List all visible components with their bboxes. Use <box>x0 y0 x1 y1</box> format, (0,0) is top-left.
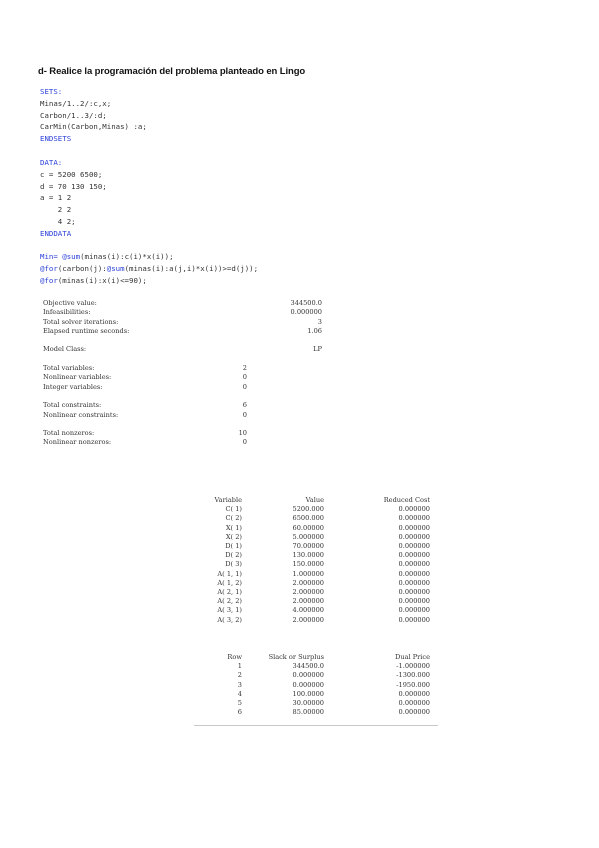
report-value: 0 <box>242 373 247 382</box>
table-cell: 0.000000 <box>398 514 430 523</box>
code-line: @for(carbon(j):@sum(minas(i):a(j,i)*x(i))>=d(j)); <box>40 263 259 273</box>
table-cell: D( 1) <box>225 542 242 551</box>
table-cell: 2.000000 <box>292 615 324 624</box>
table-cell: 0.000000 <box>398 523 430 532</box>
table-row <box>196 606 430 615</box>
table-cell: -1300.000 <box>396 671 430 680</box>
table-cell: 0.000000 <box>398 689 430 698</box>
report-label: Nonlinear variables: <box>43 373 112 382</box>
table-cell: 6 <box>237 708 242 717</box>
table-row <box>196 570 430 579</box>
table-cell: 70.00000 <box>292 542 324 551</box>
table-row <box>196 671 430 680</box>
table-row <box>196 597 430 606</box>
table-cell: 0.000000 <box>398 699 430 708</box>
table-cell: 0.000000 <box>398 505 430 514</box>
code-line: ENDSETS <box>40 134 72 144</box>
table-cell: 100.0000 <box>292 689 324 698</box>
report-label: Infeasibilities: <box>43 308 91 317</box>
code-line: Minas/1..2/:c,x; <box>40 98 112 108</box>
table-row <box>196 514 430 523</box>
column-header: Row <box>227 653 242 661</box>
code-line: DATA: <box>40 158 63 167</box>
table-cell: A( 1, 2) <box>217 578 242 587</box>
table-cell: A( 3, 1) <box>217 606 242 615</box>
table-row <box>196 708 430 717</box>
code-line: 2 2 <box>40 205 72 215</box>
table-cell: 0.000000 <box>398 588 430 597</box>
table-cell: 2 <box>237 671 242 680</box>
table-cell: -1.000000 <box>396 662 430 671</box>
table-cell: 0.000000 <box>398 542 430 551</box>
table-cell: -1950.000 <box>396 680 430 689</box>
report-label: Total variables: <box>43 364 95 373</box>
report-value: 344500.0 <box>290 299 322 307</box>
table-row <box>196 533 430 542</box>
report-value: 2 <box>242 364 247 373</box>
column-header: Variable <box>214 496 242 504</box>
table-cell: A( 2, 2) <box>217 597 242 606</box>
code-line: CarMin(Carbon,Minas) :a; <box>40 122 147 132</box>
table-row <box>196 699 430 708</box>
code-line: @for(minas(i):x(i)<=90); <box>40 275 147 285</box>
report-value: LP <box>313 345 322 354</box>
table-row <box>196 551 430 560</box>
table-cell: 2.000000 <box>292 588 324 597</box>
table-cell: D( 2) <box>225 551 242 560</box>
table-cell: 5 <box>237 699 242 708</box>
rows-table <box>196 653 430 717</box>
table-cell: 0.000000 <box>398 708 430 717</box>
table-cell: X( 1) <box>225 523 242 532</box>
table-cell: X( 2) <box>225 532 242 541</box>
table-row <box>196 681 430 690</box>
report-label: Nonlinear constraints: <box>43 410 119 419</box>
table-row <box>196 690 430 699</box>
report-value: 10 <box>238 429 247 438</box>
variables-header-row <box>196 496 430 505</box>
column-header: Slack or Surplus <box>268 653 324 661</box>
report-label: Nonlinear nonzeros: <box>43 438 112 447</box>
table-cell: D( 3) <box>225 560 242 569</box>
code-line: 4 2; <box>40 216 76 226</box>
rows-header-row <box>196 653 430 662</box>
report-value: 6 <box>242 401 247 410</box>
table-cell: 0.000000 <box>398 597 430 606</box>
table-cell: 4 <box>237 689 242 698</box>
code-line: Min= @sum(minas(i):c(i)*x(i)); <box>40 252 174 261</box>
column-header: Reduced Cost <box>383 496 430 504</box>
table-cell: A( 1, 1) <box>217 569 242 578</box>
table-cell: 2.000000 <box>292 578 324 587</box>
table-row <box>196 542 430 551</box>
code-model-block <box>40 251 258 286</box>
table-row <box>196 579 430 588</box>
table-cell: 5200.000 <box>292 505 324 514</box>
report-value: 0 <box>242 410 247 419</box>
table-cell: 0.000000 <box>398 551 430 560</box>
code-sets-block <box>40 86 147 145</box>
table-cell: C( 2) <box>225 514 242 523</box>
table-cell: 344500.0 <box>292 662 324 671</box>
table-cell: 130.0000 <box>292 551 324 560</box>
table-cell: 3 <box>237 680 242 689</box>
report-value: 1.06 <box>307 326 322 335</box>
table-cell: 0.000000 <box>292 671 324 680</box>
report-value: 0 <box>242 382 247 391</box>
table-cell: 0.000000 <box>398 615 430 624</box>
table-cell: 2.000000 <box>292 597 324 606</box>
table-cell: 0.000000 <box>292 680 324 689</box>
table-cell: 60.00000 <box>292 523 324 532</box>
table-cell: C( 1) <box>225 505 242 514</box>
table-row <box>196 588 430 597</box>
report-label: Total solver iterations: <box>43 317 119 326</box>
table-cell: 0.000000 <box>398 532 430 541</box>
report-label: Model Class: <box>43 345 87 354</box>
table-cell: 0.000000 <box>398 560 430 569</box>
report-value: 0.000000 <box>290 308 322 317</box>
table-cell: 30.00000 <box>292 699 324 708</box>
variables-table <box>196 496 430 625</box>
code-data-block <box>40 157 107 240</box>
table-cell: 0.000000 <box>398 606 430 615</box>
table-row <box>196 524 430 533</box>
report-label: Objective value: <box>43 299 97 307</box>
column-header: Dual Price <box>395 653 430 661</box>
report-label: Total nonzeros: <box>43 429 95 438</box>
report-label: Elapsed runtime seconds: <box>43 326 130 335</box>
table-row <box>196 662 430 671</box>
table-cell: 1.000000 <box>292 569 324 578</box>
table-cell: 5.000000 <box>292 532 324 541</box>
table-cell: 0.000000 <box>398 578 430 587</box>
code-line: c = 5200 6500; <box>40 169 103 179</box>
code-line: ENDDATA <box>40 228 72 238</box>
table-cell: A( 2, 1) <box>217 588 242 597</box>
table-cell: 85.00000 <box>292 708 324 717</box>
table-row <box>196 560 430 569</box>
code-line: d = 70 130 150; <box>40 181 107 191</box>
code-line: SETS: <box>40 87 63 96</box>
report-label: Total constraints: <box>43 401 102 410</box>
table-cell: 150.0000 <box>292 560 324 569</box>
table-row <box>196 505 430 514</box>
table-divider <box>194 725 438 726</box>
column-header: Value <box>305 496 324 504</box>
report-label: Integer variables: <box>43 382 103 391</box>
table-cell: A( 3, 2) <box>217 615 242 624</box>
table-cell: 6500.000 <box>292 514 324 523</box>
report-value: 3 <box>317 317 322 326</box>
code-line: a = 1 2 <box>40 193 72 203</box>
table-row <box>196 616 430 625</box>
code-line: Carbon/1..3/:d; <box>40 110 107 120</box>
page-heading: d- Realice la programación del problema planteado en Lingo <box>38 66 306 77</box>
report-value: 0 <box>242 438 247 447</box>
table-cell: 4.000000 <box>292 606 324 615</box>
table-cell: 1 <box>237 662 242 671</box>
table-cell: 0.000000 <box>398 569 430 578</box>
